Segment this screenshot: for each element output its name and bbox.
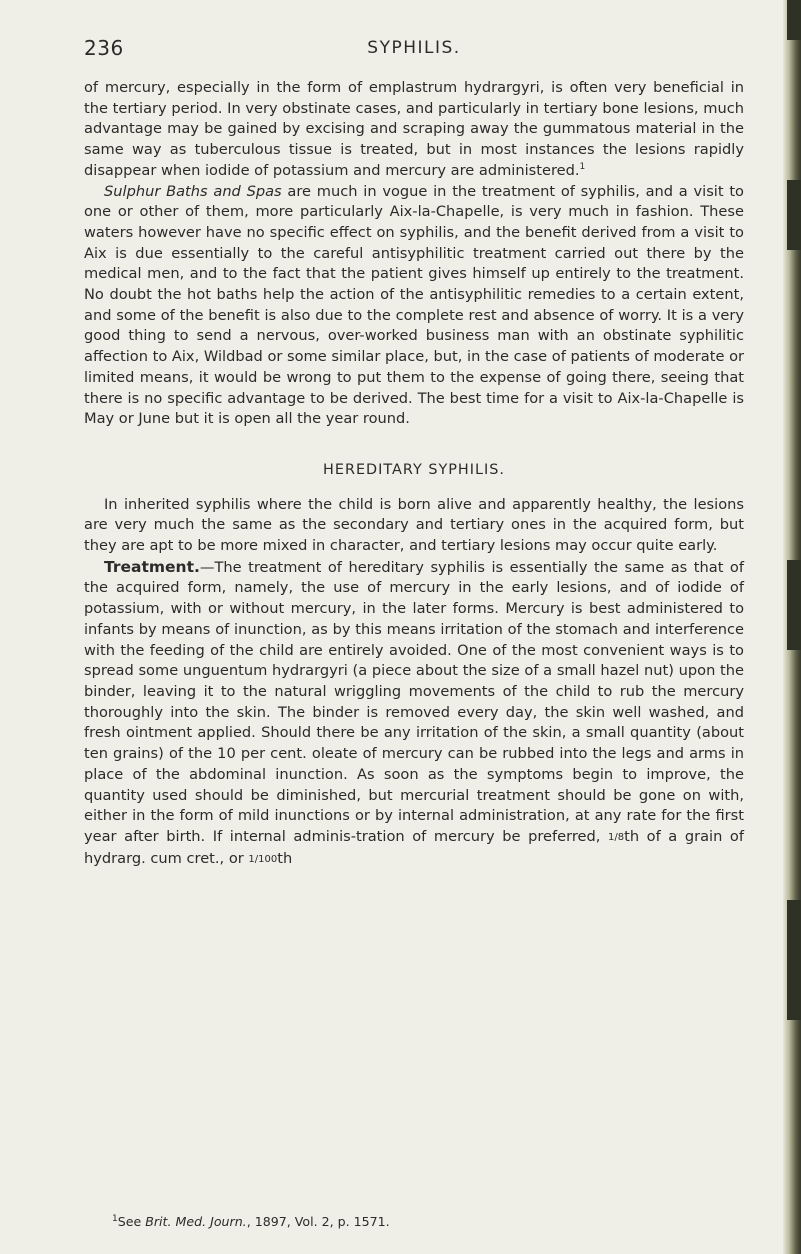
paragraph-text: th: [277, 849, 293, 867]
fraction-hundredth: 1/100: [248, 853, 278, 865]
paragraph-sulphur-baths: [84, 182, 744, 430]
paragraph-text: are much in vogue in the treatment of syphilis, and a visit to one or other of them, more particularly Aix-la-Chapelle, is very much in fashion. These waters however have no specific effect on syphilis, and the benefit derived from a visit to Aix is due essentially to the careful antisyphilitic treatment carried out there by the medical men, and to the fact that the patient gives himself up entirely to the treatment. No doubt the hot baths help the action of the antisyphilitic remedies to a certain extent, and some of the benefit is also due to the complete rest and absence of worry. It is a very good thing to send a nervous, over-worked business man with an obstinate syphilitic affection to Aix, Wildbad or some similar place, but, in the case of patients of moderate or limited means, it would be wrong to put them to the expense of going there, seeing that there is no specific advantage to be derived. The best time for a visit to Aix-la-Chapelle is May or June but it is open all the year round.: [84, 182, 744, 428]
fraction-eighth: 1/8: [608, 831, 625, 843]
footnote-citation: , 1897, Vol. 2, p. 1571.: [246, 1214, 390, 1229]
paragraph-text: —The treatment of hereditary syphilis is essentially the same as that of the acquired form, namely, the use of mercury in the early lesions, and of iodide of potassium, with or without mercury, in the later forms. Mercury is best administered to infants by means of inunction, as by this means irritation of the stomach and interference with the feeding of the child are entirely avoided. One of the most convenient ways is to spread some unguentum hydrargyri (a piece about the size of a small hazel nut) upon the binder, leaving it to the natural wriggling movements of the child to rub the mercury thoroughly into the skin. The binder is removed every day, the skin well washed, and fresh ointment applied. Should there be any irritation of the skin, a small quantity (about ten grains) of the 10 per cent. oleate of mercury can be rubbed into the legs and arms in place of the abdominal inunction. As soon as the symptoms begin to improve, the quantity used should be diminished, but mercurial treatment should be gone on with, either in the form of mild inunctions or by internal administration, at any rate for the first year after birth. If internal adminis-tration of mercury be preferred,: [84, 558, 744, 845]
footnote: [112, 1214, 732, 1230]
page-header: [84, 36, 744, 62]
page-binding-edge: [783, 0, 801, 1254]
section-heading: HEREDITARY SYPHILIS.: [323, 461, 505, 478]
paragraph-text: th of a grain of hydrarg. cum cret., or: [84, 827, 744, 867]
sulphur-baths-italic: Sulphur Baths and Spas: [104, 182, 282, 200]
paragraph-treatment: [84, 557, 744, 871]
footnote-lead: See: [117, 1214, 146, 1229]
treatment-heading: Treatment.: [104, 557, 200, 576]
body-text: [84, 78, 744, 870]
running-title: SYPHILIS.: [367, 38, 461, 58]
paragraph-text: of mercury, especially in the form of emplastrum hydrargyri, is often very beneficial in the tertiary period. In very obstinate cases, and particularly in tertiary bone lesions, much advantage may be gained by excising and scraping away the gummatous material in the same way as tuberculous tissue is treated, but in most instances the lesions rapidly disappear when iodide of potassium and mercury are administered.: [84, 79, 744, 179]
page-number: 236: [84, 36, 124, 60]
paragraph-mercury-tertiary: [84, 78, 744, 182]
footnote-reference: 1: [579, 161, 586, 172]
footnote-marker: 1: [112, 1213, 118, 1224]
footnote-journal: Brit. Med. Journ.: [145, 1214, 247, 1229]
paragraph-inherited-syphilis: In inherited syphilis where the child is born alive and apparently healthy, the lesions are very much the same as the secondary and tertiary ones in the acquired form, but they are apt to be more mixed in character, and tertiary lesions may occur quite early.: [84, 495, 744, 555]
